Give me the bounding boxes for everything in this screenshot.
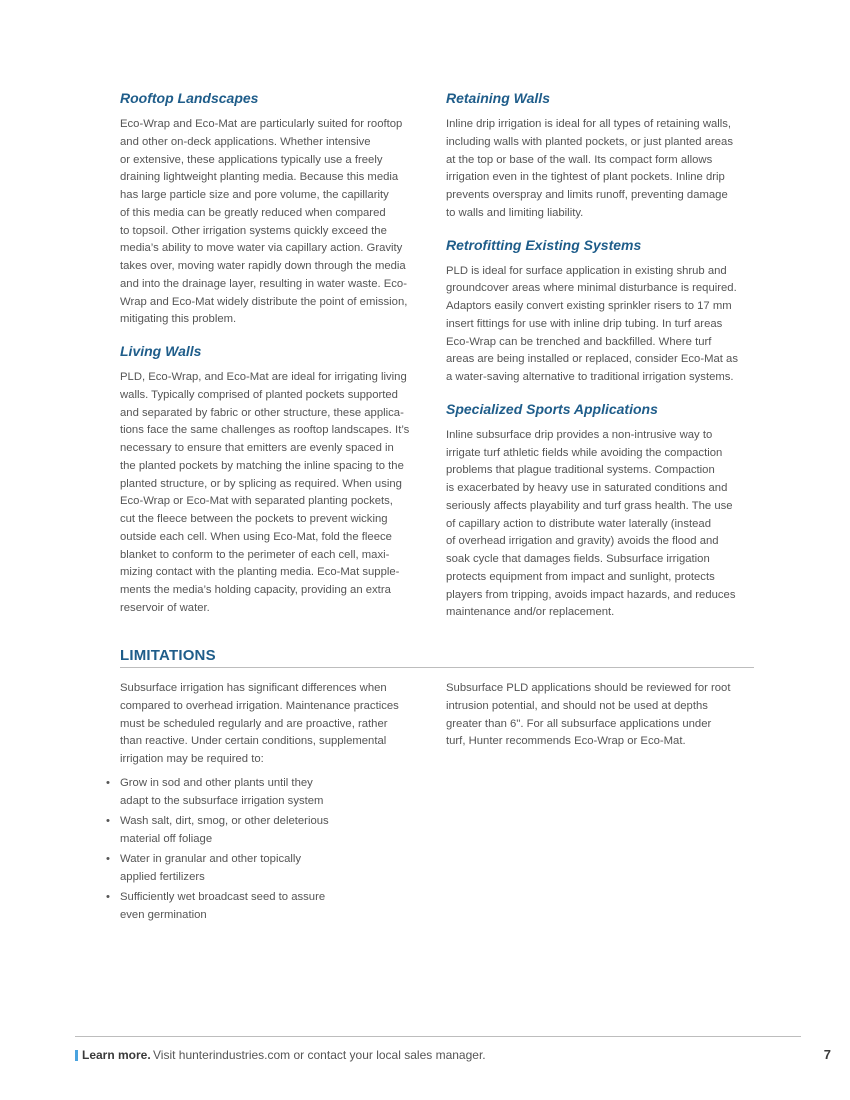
text-line: Adaptors easily convert existing sprinkler risers to 17 mm <box>446 300 732 312</box>
text-line: to topsoil. Other irrigation systems quickly exceed the <box>120 224 387 237</box>
footer-divider <box>75 1036 801 1037</box>
bullet-text <box>120 775 434 810</box>
retaining-walls-heading: Retaining Walls <box>446 90 550 106</box>
text-line: adapt to the subsurface irrigation system <box>120 794 324 807</box>
sports-applications-paragraph <box>446 427 758 622</box>
text-line: to walls and limiting liability. <box>446 206 584 219</box>
text-line: protects equipment from impact and sunlight, protects <box>446 570 715 583</box>
text-line: must be scheduled regularly and are proactive, rather <box>120 717 388 730</box>
retrofitting-paragraph <box>446 263 758 387</box>
text-line: irrigation may be required to: <box>120 753 264 765</box>
text-line: soak cycle that damages fields. Subsurface irrigation <box>446 553 710 565</box>
left-column <box>120 88 432 630</box>
text-line: PLD, Eco-Wrap, and Eco-Mat are ideal for irrigating living <box>120 371 407 383</box>
text-line: intrusion potential, and should not be used at depths <box>446 699 708 712</box>
text-line: Subsurface PLD applications should be reviewed for root <box>446 682 731 694</box>
text-line: planted structure, or by splicing as required. When using <box>120 477 402 490</box>
text-line: is exacerbated by heavy use in saturated conditions and <box>446 482 728 494</box>
text-line: turf, Hunter recommends Eco-Wrap or Eco-Mat. <box>446 735 686 748</box>
text-line: irrigation even in the tightest of plant pockets. Inline drip <box>446 171 725 184</box>
text-line: greater than 6". For all subsurface applications under <box>446 717 712 730</box>
text-line: a water-saving alternative to traditional irrigation systems. <box>446 371 734 383</box>
text-line: than reactive. Under certain conditions, supplemental <box>120 735 387 748</box>
right-column <box>446 88 758 634</box>
limitations-right-column <box>446 680 758 763</box>
text-line: blanket to conform to the perimeter of each cell, maxi- <box>120 548 390 561</box>
living-walls-paragraph <box>120 369 432 618</box>
text-line: including walls with planted pockets, or just planted areas <box>446 135 733 148</box>
learn-more-label: Learn more. <box>82 1048 151 1062</box>
retaining-walls-paragraph <box>446 116 758 223</box>
text-line: seriously affects playability and turf grass health. The use <box>446 499 733 512</box>
page-number: 7 <box>823 1047 831 1062</box>
text-line: ments the media’s holding capacity, providing an extra <box>120 584 391 596</box>
list-item <box>104 813 434 848</box>
text-line: applied fertilizers <box>120 870 205 883</box>
list-item <box>104 775 434 810</box>
text-line: areas are being installed or replaced, consider Eco-Mat as <box>446 353 738 366</box>
text-line: takes over, moving water rapidly down through the media <box>120 260 406 272</box>
list-item <box>104 889 434 924</box>
text-line: and other on-deck applications. Whether intensive <box>120 135 371 148</box>
text-line: compared to overhead irrigation. Maintenance practices <box>120 699 399 712</box>
text-line: draining lightweight planting media. Because this media <box>120 171 399 184</box>
list-item <box>104 851 434 886</box>
text-line: necessary to ensure that emitters are evenly spaced in <box>120 442 394 454</box>
text-line: groundcover areas where minimal disturbance is required. <box>446 282 737 295</box>
bullet-text <box>120 889 434 924</box>
footer-accent-bar <box>75 1050 78 1061</box>
text-line: Inline drip irrigation is ideal for all types of retaining walls, <box>446 118 732 130</box>
text-line: at the top or base of the wall. Its compact form allows <box>446 153 713 166</box>
sports-applications-heading: Specialized Sports Applications <box>446 400 658 417</box>
bullet-icon: • <box>106 777 110 789</box>
text-line: PLD is ideal for surface application in existing shrub and <box>446 264 727 277</box>
text-line: and separated by fabric or other structure, these applica- <box>120 406 404 419</box>
text-line: cut the fleece between the pockets to prevent wicking <box>120 513 388 525</box>
text-line: insert fittings for use with inline drip tubing. In turf areas <box>446 317 723 330</box>
text-line: Inline subsurface drip provides a non-intrusive way to <box>446 428 713 441</box>
text-line: or extensive, these applications typically use a freely <box>120 153 383 166</box>
bullet-icon: • <box>106 891 110 903</box>
text-line: mitigating this problem. <box>120 313 237 326</box>
text-line: Eco-Wrap can be trenched and backfilled. Where turf <box>446 335 712 348</box>
text-line: Water in granular and other topically <box>120 853 302 865</box>
text-line: Subsurface irrigation has significant differences when <box>120 682 387 694</box>
text-line: media’s ability to move water via capillary action. Gravity <box>120 242 403 255</box>
text-line: Wash salt, dirt, smog, or other deleterious <box>120 815 329 827</box>
text-line: reservoir of water. <box>120 601 210 614</box>
text-line: Eco-Wrap or Eco-Mat with separated planting pockets, <box>120 495 393 508</box>
limitations-subsurface-paragraph <box>446 680 758 751</box>
bullet-icon: • <box>106 853 110 865</box>
text-line: and into the drainage layer, resulting in water waste. Eco- <box>120 277 407 290</box>
limitations-left-column <box>120 680 432 781</box>
text-line: prevents overspray and limits runoff, preventing damage <box>446 189 728 201</box>
limitations-title: LIMITATIONS <box>120 647 216 664</box>
text-line: problems that plague traditional systems. Compaction <box>446 464 715 477</box>
text-line: mizing contact with the planting media. Eco-Mat supple- <box>120 566 400 579</box>
text-line: material off foliage <box>120 832 213 845</box>
text-line: irrigate turf athletic fields while avoiding the compaction <box>446 446 723 459</box>
text-line: of capillary action to distribute water laterally (instead <box>446 517 711 530</box>
living-walls-heading: Living Walls <box>120 343 202 359</box>
text-line: has large particle size and pore volume, the capillarity <box>120 189 389 201</box>
page-footer <box>75 1047 831 1065</box>
limitations-intro-paragraph <box>120 680 432 769</box>
text-line: the planted pockets by matching the inline spacing to the <box>120 459 404 472</box>
limitations-bullet-list <box>104 775 434 927</box>
limitations-section-header <box>120 647 754 668</box>
bullet-text <box>120 851 434 886</box>
text-line: Grow in sod and other plants until they <box>120 777 313 789</box>
text-line: players from tripping, avoids impact hazards, and reduces <box>446 588 736 601</box>
rooftop-landscapes-paragraph <box>120 116 432 329</box>
bullet-icon: • <box>106 815 110 827</box>
text-line: outside each cell. When using Eco-Mat, fold the fleece <box>120 530 392 543</box>
text-line: Wrap and Eco-Mat widely distribute the point of emission, <box>120 295 408 308</box>
rooftop-landscapes-heading: Rooftop Landscapes <box>120 90 259 106</box>
footer-contact-text: Visit hunterindustries.com or contact your local sales manager. <box>153 1048 486 1062</box>
text-line: even germination <box>120 908 207 921</box>
text-line: tions face the same challenges as rooftop landscapes. It’s <box>120 424 410 437</box>
text-line: walls. Typically comprised of planted pockets supported <box>120 388 398 401</box>
text-line: of this media can be greatly reduced when compared <box>120 206 386 219</box>
retrofitting-heading: Retrofitting Existing Systems <box>446 236 642 253</box>
text-line: Sufficiently wet broadcast seed to assure <box>120 891 326 903</box>
text-line: of overhead irrigation and gravity) avoids the flood and <box>446 535 719 548</box>
bullet-text <box>120 813 434 848</box>
text-line: Eco-Wrap and Eco-Mat are particularly suited for rooftop <box>120 118 403 130</box>
text-line: maintenance and/or replacement. <box>446 606 615 619</box>
